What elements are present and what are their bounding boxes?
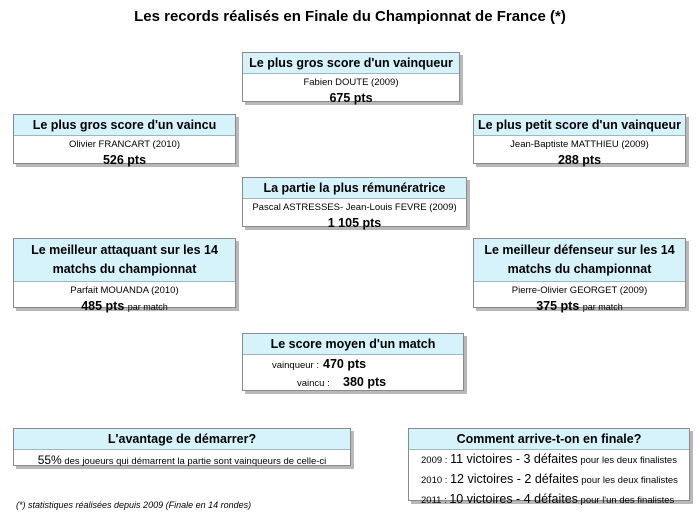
path-record: 12 victoires - 2 défaites bbox=[450, 472, 579, 486]
card-heading bbox=[474, 239, 685, 282]
card-heading: L'avantage de démarrer? bbox=[14, 429, 350, 450]
advantage-text: des joueurs qui démarrent la partie sont vainqueurs de celle-ci bbox=[64, 456, 327, 467]
card-average-score bbox=[242, 333, 464, 391]
card-winner-low-score bbox=[473, 114, 686, 167]
score-value-row bbox=[474, 298, 685, 316]
page-title: Les records réalisés en Finale du Championnat de France (*) bbox=[134, 8, 566, 25]
path-row bbox=[409, 450, 689, 470]
player-name: Pierre-Olivier GEORGET (2009) bbox=[511, 285, 648, 296]
score-value: 288 pts bbox=[557, 153, 602, 167]
path-note: pour l'un des finalistes bbox=[580, 495, 675, 506]
card-heading-line1: Le meilleur défenseur sur les 14 bbox=[484, 243, 675, 257]
path-row bbox=[409, 470, 689, 490]
card-best-attacker bbox=[13, 238, 236, 313]
path-year: 2011 : bbox=[421, 495, 447, 506]
card-path-to-final bbox=[408, 428, 690, 506]
player-name: Parfait MOUANDA (2010) bbox=[70, 285, 179, 296]
advantage-percent: 55% bbox=[37, 453, 62, 467]
card-winner-high-score bbox=[242, 52, 460, 105]
footnote: (*) statistiques réalisées depuis 2009 (Finale en 14 rondes) bbox=[16, 500, 252, 510]
card-heading bbox=[14, 239, 235, 282]
card-heading: Comment arrive-t-on en finale? bbox=[409, 429, 689, 450]
card-best-defender bbox=[473, 238, 686, 313]
player-name: Fabien DOUTE (2009) bbox=[303, 77, 399, 88]
card-heading: Le plus gros score d'un vainqueur bbox=[243, 53, 459, 74]
score-unit: par match bbox=[127, 302, 168, 312]
path-row bbox=[409, 490, 689, 510]
average-loser-value: 380 pts bbox=[343, 375, 387, 389]
path-year: 2010 : bbox=[421, 475, 448, 486]
player-name: Olivier FRANCART (2010) bbox=[68, 139, 181, 150]
card-heading: Le score moyen d'un match bbox=[243, 334, 463, 355]
advantage-text-row bbox=[14, 450, 350, 472]
path-note: pour les deux finalistes bbox=[581, 475, 678, 486]
card-heading-line1: Le meilleur attaquant sur les 14 bbox=[31, 243, 218, 257]
path-record: 10 victoires - 4 défaites bbox=[449, 492, 578, 506]
path-year: 2009 : bbox=[421, 455, 448, 466]
average-winner-value: 470 pts bbox=[323, 357, 367, 371]
path-record: 11 victoires - 3 défaites bbox=[450, 452, 578, 466]
average-winner-row bbox=[243, 355, 463, 375]
card-heading: La partie la plus rémunératrice bbox=[243, 178, 466, 199]
card-heading-line2: matchs du championnat bbox=[507, 262, 652, 276]
card-loser-high-score bbox=[13, 114, 236, 167]
score-value: 1 105 pts bbox=[327, 216, 382, 230]
score-value: 485 pts bbox=[81, 299, 125, 313]
average-loser-label: vaincu : bbox=[297, 378, 330, 389]
player-name: Jean-Baptiste MATTHIEU (2009) bbox=[510, 139, 649, 150]
average-winner-label: vainqueur : bbox=[271, 360, 319, 371]
players-names: Pascal ASTRESSES- Jean-Louis FEVRE (2009) bbox=[252, 202, 457, 213]
score-value: 675 pts bbox=[329, 91, 373, 105]
path-note: pour les deux finalistes bbox=[580, 455, 677, 466]
card-best-game bbox=[242, 177, 467, 230]
score-value-row bbox=[14, 298, 235, 316]
score-unit: par match bbox=[582, 302, 623, 312]
card-heading-line2: matchs du championnat bbox=[52, 262, 197, 276]
card-heading: Le plus petit score d'un vainqueur bbox=[474, 115, 685, 136]
score-value: 375 pts bbox=[536, 299, 580, 313]
card-starting-advantage bbox=[13, 428, 351, 466]
score-value: 526 pts bbox=[102, 153, 147, 167]
card-heading: Le plus gros score d'un vaincu bbox=[14, 115, 235, 136]
average-loser-row bbox=[243, 373, 463, 393]
